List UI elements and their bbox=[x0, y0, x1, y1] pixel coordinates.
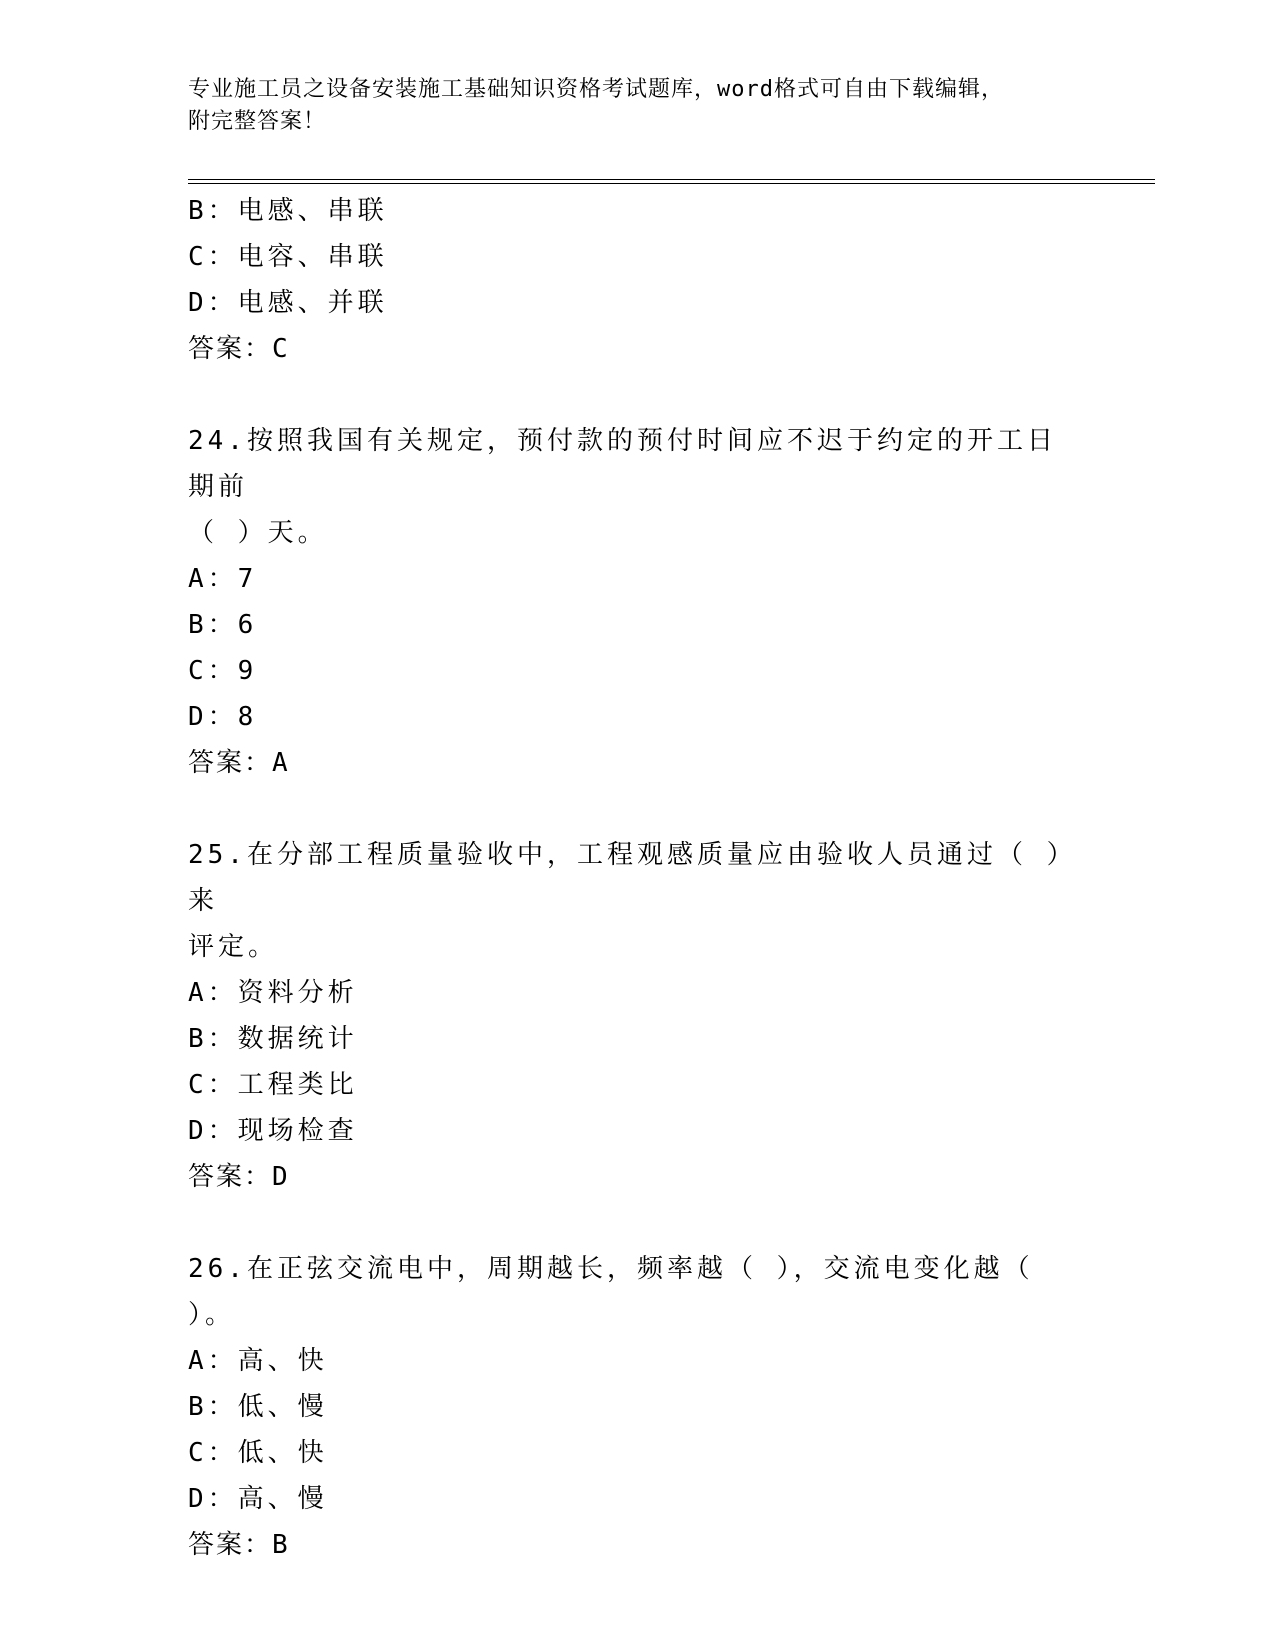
question-25 bbox=[188, 832, 1088, 1200]
option-c: C：工程类比 bbox=[188, 1070, 358, 1100]
header-line-1: 专业施工员之设备安装施工基础知识资格考试题库，word格式可自由下载编辑， bbox=[188, 77, 1004, 102]
question-23-continued bbox=[188, 188, 1088, 372]
question-list bbox=[188, 188, 1088, 1568]
option-b: B：数据统计 bbox=[188, 1024, 358, 1054]
option-d: D：现场检查 bbox=[188, 1116, 358, 1146]
option-c: C：9 bbox=[188, 656, 258, 686]
option-a: A：资料分析 bbox=[188, 978, 358, 1008]
option-b: B：电感、串联 bbox=[188, 196, 388, 226]
option-d: D：电感、并联 bbox=[188, 288, 388, 318]
option-c: C：低、快 bbox=[188, 1438, 328, 1468]
question-stem: 26.在正弦交流电中，周期越长，频率越（ ），交流电变化越（ ）。 bbox=[188, 1254, 1034, 1330]
option-b: B：低、慢 bbox=[188, 1392, 328, 1422]
page-header bbox=[188, 74, 1068, 138]
answer-line: 答案：A bbox=[188, 748, 290, 778]
answer-line: 答案：B bbox=[188, 1530, 290, 1560]
option-d: D：8 bbox=[188, 702, 258, 732]
option-a: A：7 bbox=[188, 564, 258, 594]
option-c: C：电容、串联 bbox=[188, 242, 388, 272]
question-24 bbox=[188, 418, 1088, 786]
header-line-2: 附完整答案！ bbox=[188, 109, 327, 134]
question-stem: 24.按照我国有关规定，预付款的预付时间应不迟于约定的开工日期前 （ ）天。 bbox=[188, 426, 1057, 548]
question-stem: 25.在分部工程质量验收中，工程观感质量应由验收人员通过（ ）来 评定。 bbox=[188, 840, 1064, 962]
option-d: D：高、慢 bbox=[188, 1484, 328, 1514]
option-b: B：6 bbox=[188, 610, 258, 640]
option-a: A：高、快 bbox=[188, 1346, 328, 1376]
answer-line: 答案：D bbox=[188, 1162, 290, 1192]
answer-line: 答案：C bbox=[188, 334, 290, 364]
header-divider bbox=[188, 179, 1155, 184]
question-26 bbox=[188, 1246, 1088, 1568]
